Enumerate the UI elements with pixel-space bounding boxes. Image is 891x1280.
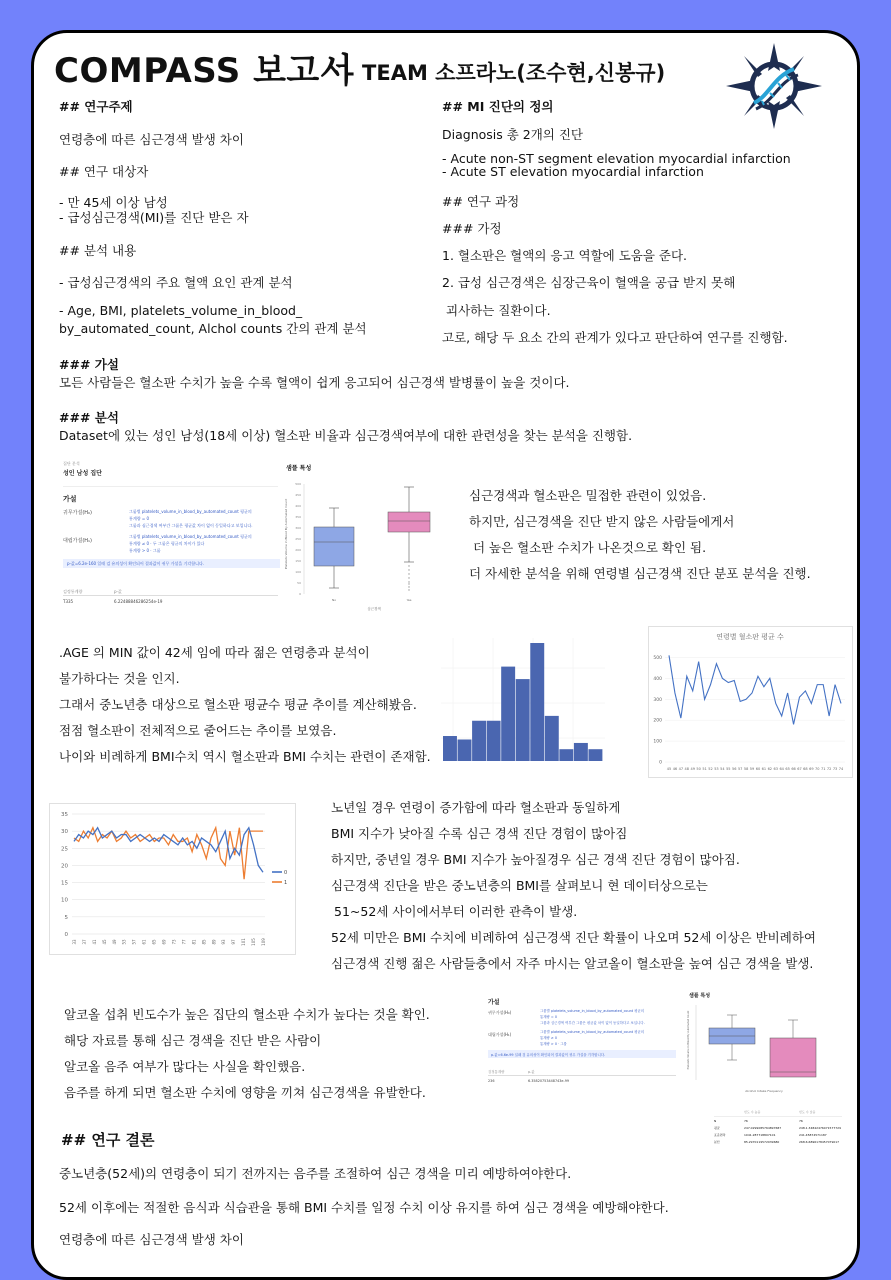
histogram-bar xyxy=(588,749,602,761)
line-chart-xtick: 50 xyxy=(696,767,701,771)
bmi-xtick: 61 xyxy=(141,939,147,945)
alcohol-th-1: 검정통계량 xyxy=(488,1070,505,1074)
finding-3-line-7: 심근경색 진행 젊은 사람들층에서 자주 마시는 알코올이 혈소판을 높여 심근 경색을 발생. xyxy=(331,956,814,971)
histogram-bar xyxy=(545,716,559,761)
boxplot-cat-yes: Yes xyxy=(406,598,412,602)
line-chart-xtick: 58 xyxy=(743,767,749,771)
histogram-bar xyxy=(501,667,515,761)
line-chart-ytick: 400 xyxy=(653,676,662,682)
alcohol-boxplot-xlabel: Alcohol Intake Frequency xyxy=(745,1089,783,1093)
platelet-by-age-svg xyxy=(649,627,852,777)
age-histogram-svg xyxy=(433,628,613,768)
mi-line-2: - Acute non-ST segment elevation myocardial infarction xyxy=(442,151,791,166)
null-hypothesis-line-c: 그룹과 심근경색 여부간 그룹은 평균값 차이 없이 동일하다고 보입니다. xyxy=(129,523,253,528)
finding-3-line-4: 심근경색 진단을 받은 중노년층의 BMI를 살펴보니 현 데이터상으로는 xyxy=(331,878,708,893)
bmi-ytick: 35 xyxy=(61,812,68,818)
line-chart-grid xyxy=(665,657,845,762)
stats-r4-c3: 268.6.6896178457079017 xyxy=(799,1140,840,1144)
histogram-bar xyxy=(574,743,588,761)
bmi-xtick: 57 xyxy=(131,939,137,945)
line-chart-xtick: 56 xyxy=(732,767,737,771)
boxplot-svg xyxy=(284,474,454,613)
finding-4-line-4: 음주를 하게 되면 혈소판 수치에 영향을 끼쳐 심근경색을 유발한다. xyxy=(64,1085,426,1100)
stats-th-2: 빈도 수 높음 xyxy=(744,1110,761,1114)
bmi-xtick: 65 xyxy=(151,939,157,945)
histogram-bar xyxy=(472,721,486,761)
line-chart-yticks xyxy=(653,655,662,766)
box-yes xyxy=(388,512,430,532)
bmi-chart-grid xyxy=(72,814,265,934)
boxplot-ytick: 400 xyxy=(295,504,301,508)
bmi-xtick: 109 xyxy=(261,938,266,946)
alt-hypothesis-line-b: 통계량 ≠ 0 · 두 그룹은 평균의 차이가 있다 xyxy=(129,541,205,546)
finding-2-line-1: .AGE 의 MIN 값이 42세 임에 따라 젊은 연령층과 분석이 xyxy=(59,645,370,660)
alcohol-null-line-a: 그룹별 platelets_volume_in_blood_by_automated_count 평균의 xyxy=(540,1009,645,1013)
bmi-xtick: 97 xyxy=(231,939,237,945)
stats-r2-c1: 평균 xyxy=(714,1126,720,1130)
null-hypothesis-label: 귀무가설(H₀) xyxy=(63,510,92,516)
bmi-xtick: 45 xyxy=(101,939,107,945)
bmi-chart-yticks xyxy=(61,812,69,938)
finding-3-line-1: 노년일 경우 연령이 증가함에 따라 혈소판과 동일하게 xyxy=(331,800,621,815)
line-chart-title: 연령별 혈소판 평균 수 xyxy=(716,633,784,641)
finding-1-line-2: 하지만, 심근경색을 진단 받지 않은 사람들에게서 xyxy=(469,514,735,529)
bmi-xtick: 105 xyxy=(251,938,257,946)
alcohol-null-line-c: 그룹과 심근경색 여부간 그룹은 평균값 차이 없이 동일하다고 보입니다. xyxy=(540,1021,645,1025)
finding-3-line-3: 하지만, 중년일 경우 BMI 지수가 높아질경우 심근 경색 진단 경험이 많아짐. xyxy=(331,852,740,867)
boxplot-ylabel: Platelets Volume in Blood By Automated Count xyxy=(284,498,288,570)
line-chart-xtick: 46 xyxy=(672,767,678,771)
alt-hypothesis-label: 대립가설(H₁) xyxy=(63,538,92,544)
topic-text: 연령층에 따른 심근경색 발생 차이 xyxy=(59,132,244,147)
mi-line-3: - Acute ST elevation myocardial infarction xyxy=(442,164,704,179)
boxplot-ytick: 450 xyxy=(295,493,301,497)
line-chart-xtick: 63 xyxy=(773,767,778,771)
alt-hypothesis-line-c: 통계량 > 0 · 그룹 xyxy=(129,548,161,553)
boxplot-cat-no: No xyxy=(331,598,337,602)
stats-r3-c3: 241.45874571187 xyxy=(799,1133,827,1137)
boxplot-xlabel: 심근경색 xyxy=(367,607,381,611)
bmi-xtick: 73 xyxy=(171,939,177,945)
age-histogram-figure xyxy=(433,628,613,768)
analysis-line-2b: by_automated_count, Alchol counts 간의 관계 분석 xyxy=(59,321,367,336)
alcohol-alt-line-a: 그룹별 platelets_volume_in_blood_by_automated_count 평균의 xyxy=(540,1030,645,1034)
null-hypothesis-line-b: 통계량 = 0 xyxy=(129,516,150,521)
line-chart-xtick: 48 xyxy=(684,767,690,771)
alcohol-panel-note: p-값=6.6e-99 일때 검 유의성이 확인되어 결과값이 귀무 가설을 기각합니다. xyxy=(491,1053,606,1057)
bmi-chart-xticks xyxy=(72,938,266,946)
line-chart-xtick: 68 xyxy=(803,767,808,771)
bmi-xtick: 89 xyxy=(211,939,217,945)
line-chart-xtick: 53 xyxy=(714,767,719,771)
line-chart-xtick: 60 xyxy=(755,767,761,771)
alcohol-boxplot-ylabel: Platelets Volume in Blood By Automated Count xyxy=(687,1010,690,1070)
alcohol-alt-line-c: 통계량 > 0 · 그룹 xyxy=(540,1042,567,1046)
assumption-heading: ### 가정 xyxy=(442,221,502,236)
finding-3-line-2: BMI 지수가 낮아질 수록 심근 경색 진단 경험이 많아짐 xyxy=(331,826,628,841)
line-chart-xtick: 54 xyxy=(720,767,725,771)
conclusion-heading: ## 연구 결론 xyxy=(61,1131,155,1149)
finding-1-line-3: 더 높은 혈소판 수치가 나온것으로 확인 됨. xyxy=(473,540,707,555)
analysis-section-text: Dataset에 있는 성인 남성(18세 이상) 혈소판 비율과 심근경색여부에 대한 관련성을 찾는 분석을 진행함. xyxy=(59,428,633,443)
conclusion-line-2: 52세 이후에는 적절한 음식과 식습관을 통해 BMI 수치를 일정 수치 이상 유지를 하여 심근 경색을 예방해야한다. xyxy=(59,1200,669,1215)
line-chart-xtick: 59 xyxy=(749,767,755,771)
box-no xyxy=(314,527,354,566)
poster-title: COMPASS 보고서 xyxy=(54,51,354,91)
histogram-bar xyxy=(516,679,530,761)
finding-4-line-1: 알코올 섭취 빈도수가 높은 집단의 혈소판 수치가 높다는 것을 확인. xyxy=(64,1007,430,1022)
panel-title: 성인 남성 집단 xyxy=(63,470,102,477)
panel-note: p-값=6.2e-160 일때 검 유의성이 확인되어 결과값이 귀무 가설을 기각합니다. xyxy=(67,561,205,566)
line-chart-xtick: 61 xyxy=(761,767,767,771)
bmi-ytick: 30 xyxy=(61,829,68,836)
line-chart-xtick: 52 xyxy=(708,767,713,771)
boxplot-ytick: 250 xyxy=(295,537,301,541)
boxplot-ytick: 200 xyxy=(295,548,301,552)
stats-r3-c1: 표준편차 xyxy=(714,1133,726,1137)
bmi-xtick: 69 xyxy=(161,939,167,945)
line-chart-xtick: 69 xyxy=(809,767,814,771)
platelet-by-age-figure xyxy=(648,626,853,778)
histogram-bar xyxy=(443,736,457,761)
finding-2-line-4: 점점 혈소판이 전체적으로 줄어드는 추이를 보였음. xyxy=(59,723,337,738)
stats-r1-c2: 76 xyxy=(744,1119,748,1123)
panel-td-1: T335 xyxy=(63,599,74,604)
alcohol-alt-line-b: 통계량 ≠ 0 xyxy=(540,1036,557,1040)
bmi-xtick: 93 xyxy=(221,939,227,945)
line-chart-ytick: 100 xyxy=(653,739,662,745)
alcohol-td-1: 236 xyxy=(488,1079,495,1083)
line-chart-xtick: 65 xyxy=(785,767,790,771)
line-chart-xtick: 57 xyxy=(737,767,743,771)
legend-label-0: 0 xyxy=(284,870,288,876)
boxplot-ytick: 100 xyxy=(295,570,301,574)
line-chart-xticks xyxy=(667,767,844,771)
analysis-line-2a: - Age, BMI, platelets_volume_in_blood_ xyxy=(59,303,303,318)
panel-th-2: p-값 xyxy=(114,589,122,594)
line-chart-xtick: 47 xyxy=(678,767,684,771)
bmi-xtick: 81 xyxy=(191,939,197,945)
finding-2-line-3: 그래서 중노년층 대상으로 혈소판 평균수 평균 추이를 계산해봤음. xyxy=(59,697,417,712)
bmi-xtick: 41 xyxy=(91,939,97,945)
subject-line-1: - 만 45세 이상 남성 xyxy=(59,195,168,210)
bmi-series-1 xyxy=(74,828,263,879)
bmi-xtick: 85 xyxy=(201,939,207,945)
stats-r3-c2: 1041.287718807101 xyxy=(744,1133,776,1137)
assumption-line-2: 2. 급성 심근경색은 심장근육이 혈액을 공급 받지 못해 xyxy=(442,275,736,290)
stats-r1-c1: N xyxy=(714,1119,717,1123)
bmi-ytick: 5 xyxy=(64,914,68,921)
analysis-heading: ## 분석 내용 xyxy=(59,243,137,258)
mi-line-1: Diagnosis 총 2개의 진단 xyxy=(442,127,584,142)
boxplot-ytick: 0 xyxy=(299,592,301,596)
boxplot-ytick: 150 xyxy=(295,559,301,563)
boxplot-ytick: 50 xyxy=(297,581,301,585)
panel-th-1: 검정통계량 xyxy=(63,589,83,594)
bmi-xtick: 77 xyxy=(181,939,187,945)
assumption-line-3: 괴사하는 질환이다. xyxy=(446,303,551,318)
subject-line-2: - 급성심근경색(MI)를 진단 받은 자 xyxy=(59,210,249,225)
line-chart-xtick: 55 xyxy=(726,767,731,771)
alcohol-boxplot-figure xyxy=(684,988,844,1148)
stats-r4-c2: 85.2970119572039680 xyxy=(744,1140,780,1144)
alcohol-null-line-b: 통계량 = 0 xyxy=(540,1015,557,1019)
boxplot-ytick: 500 xyxy=(295,482,301,486)
line-chart-ytick: 500 xyxy=(653,655,662,661)
bmi-ytick: 25 xyxy=(61,846,68,853)
alcohol-null-label: 귀무가설(H₀) xyxy=(488,1010,512,1015)
stats-r1-c3: 76 xyxy=(799,1119,803,1123)
line-chart-xtick: 73 xyxy=(832,767,838,771)
bmi-xtick: 53 xyxy=(121,939,127,945)
line-chart-series xyxy=(669,655,841,724)
line-chart-xtick: 66 xyxy=(791,767,796,771)
topic-heading: ## 연구주제 xyxy=(59,99,133,114)
finding-2-line-5: 나이와 비례하게 BMI수치 역시 혈소판과 BMI 수치는 관련이 존재함. xyxy=(59,749,431,764)
stats-r2-c3: 248.1.34842476071577729 xyxy=(799,1126,841,1130)
finding-4-line-2: 해당 자료를 통해 심근 경색을 진단 받은 사람이 xyxy=(64,1033,322,1048)
bmi-comparison-figure xyxy=(49,803,296,955)
bmi-ytick: 0 xyxy=(64,932,68,938)
line-chart-xtick: 51 xyxy=(702,767,707,771)
bmi-comparison-svg xyxy=(50,804,295,954)
bmi-ytick: 10 xyxy=(61,897,68,904)
null-hypothesis-line-a: 그룹별 platelets_volume_in_blood_by_automated_count 평균의 xyxy=(129,509,252,514)
hypothesis-test-panel xyxy=(59,458,284,613)
line-chart-xtick: 64 xyxy=(779,767,784,771)
subject-heading: ## 연구 대상자 xyxy=(59,164,149,179)
bmi-xtick: 33 xyxy=(72,939,77,945)
hypothesis-heading: ### 가설 xyxy=(59,357,119,372)
boxplot-title: 샘플 특성 xyxy=(286,465,312,472)
poster-card xyxy=(31,30,860,1280)
compass-dna-logo-icon xyxy=(724,41,824,131)
boxplot-ytick: 300 xyxy=(295,526,301,530)
stats-r2-c2: 247.0299085764897687 xyxy=(744,1126,782,1130)
bmi-xtick: 37 xyxy=(81,939,87,945)
analysis-line-1: - 급성심근경색의 주요 혈액 요인 관계 분석 xyxy=(59,275,293,290)
alcohol-alt-label: 대립가설(H₁) xyxy=(488,1032,512,1037)
line-chart-xtick: 67 xyxy=(797,767,802,771)
finding-1-line-4: 더 자세한 분석을 위해 연령별 심근경색 진단 분포 분석을 진행. xyxy=(469,566,811,581)
line-chart-xtick: 62 xyxy=(767,767,773,771)
conclusion-line-1: 중노년층(52세)의 연령층이 되기 전까지는 음주를 조절하여 심근 경색을 미리 예방하여야한다. xyxy=(59,1166,572,1181)
legend-label-1: 1 xyxy=(284,880,288,886)
line-chart-xtick: 70 xyxy=(815,767,820,771)
finding-3-line-5: 51~52세 사이에서부터 이러한 관측이 발생. xyxy=(334,904,578,919)
line-chart-ytick: 0 xyxy=(659,760,662,766)
line-chart-xtick: 71 xyxy=(820,767,826,771)
boxplot-ytick: 350 xyxy=(295,515,301,519)
panel-section: 가설 xyxy=(63,495,77,503)
alcohol-panel-section: 가설 xyxy=(488,999,500,1006)
line-chart-xtick: 45 xyxy=(666,767,672,771)
process-heading: ## 연구 과정 xyxy=(442,194,520,209)
line-chart-ytick: 200 xyxy=(653,718,662,724)
boxplot-yticks xyxy=(295,482,301,596)
histogram-bar xyxy=(530,643,544,761)
finding-2-line-2: 불가하다는 것을 인지. xyxy=(59,671,180,686)
line-chart-xtick: 49 xyxy=(690,767,695,771)
assumption-line-4: 고로, 해당 두 요소 간의 관계가 있다고 판단하여 연구를 진행함. xyxy=(442,330,788,345)
analysis-section-heading: ### 분석 xyxy=(59,410,119,425)
bmi-ytick: 15 xyxy=(61,880,68,887)
line-chart-xtick: 72 xyxy=(826,767,832,771)
histogram-bar xyxy=(458,739,472,761)
hypothesis-text: 모든 사람들은 혈소판 수치가 높을 수록 혈액이 쉽게 응고되어 심근경색 발병률이 높을 것이다. xyxy=(59,375,570,390)
finding-4-line-3: 알코올 음주 여부가 많다는 사실을 확인했음. xyxy=(64,1059,306,1074)
line-chart-xtick: 74 xyxy=(838,767,844,771)
alt-hypothesis-line-a: 그룹별 platelets_volume_in_blood_by_automated_count 평균의 xyxy=(129,534,252,539)
panel-td-2: 6.22488846286254e-19 xyxy=(114,599,163,604)
alcohol-test-panel xyxy=(484,991,679,1091)
platelet-boxplot-figure xyxy=(284,458,454,613)
mi-heading: ## MI 진단의 정의 xyxy=(442,99,554,114)
alcohol-boxplot-svg xyxy=(684,1000,844,1095)
alcohol-td-2: 6.35820753448743e-99 xyxy=(528,1079,570,1083)
histogram-bar xyxy=(559,749,573,761)
conclusion-line-3: 연령층에 따른 심근경색 발생 차이 xyxy=(59,1232,244,1247)
alcohol-box-low xyxy=(770,1038,816,1077)
alcohol-th-2: p-값 xyxy=(528,1070,535,1074)
line-chart-ytick: 300 xyxy=(653,697,662,703)
bmi-xtick: 49 xyxy=(111,939,117,945)
poster-subtitle: - TEAM 소프라노(조수현,신봉규) xyxy=(346,61,666,85)
assumption-line-1: 1. 혈소판은 혈액의 응고 역할에 도움을 준다. xyxy=(442,248,688,263)
histogram-bar xyxy=(487,721,501,761)
finding-1-line-1: 심근경색과 혈소판은 밀접한 관련이 있었음. xyxy=(469,488,707,503)
stats-th-3: 빈도 수 낮음 xyxy=(799,1110,816,1114)
finding-3-line-6: 52세 미만은 BMI 수치에 비례하여 심근경색 진단 확률이 나오며 52세 이상은 반비례하여 xyxy=(331,930,816,945)
bmi-ytick: 20 xyxy=(61,863,68,870)
panel-breadcrumb: 집단 분석 xyxy=(63,461,80,466)
stats-r4-c1: 분산 xyxy=(714,1140,720,1144)
bmi-xtick: 101 xyxy=(241,938,247,946)
alcohol-boxplot-title: 샘플 특성 xyxy=(689,993,711,999)
